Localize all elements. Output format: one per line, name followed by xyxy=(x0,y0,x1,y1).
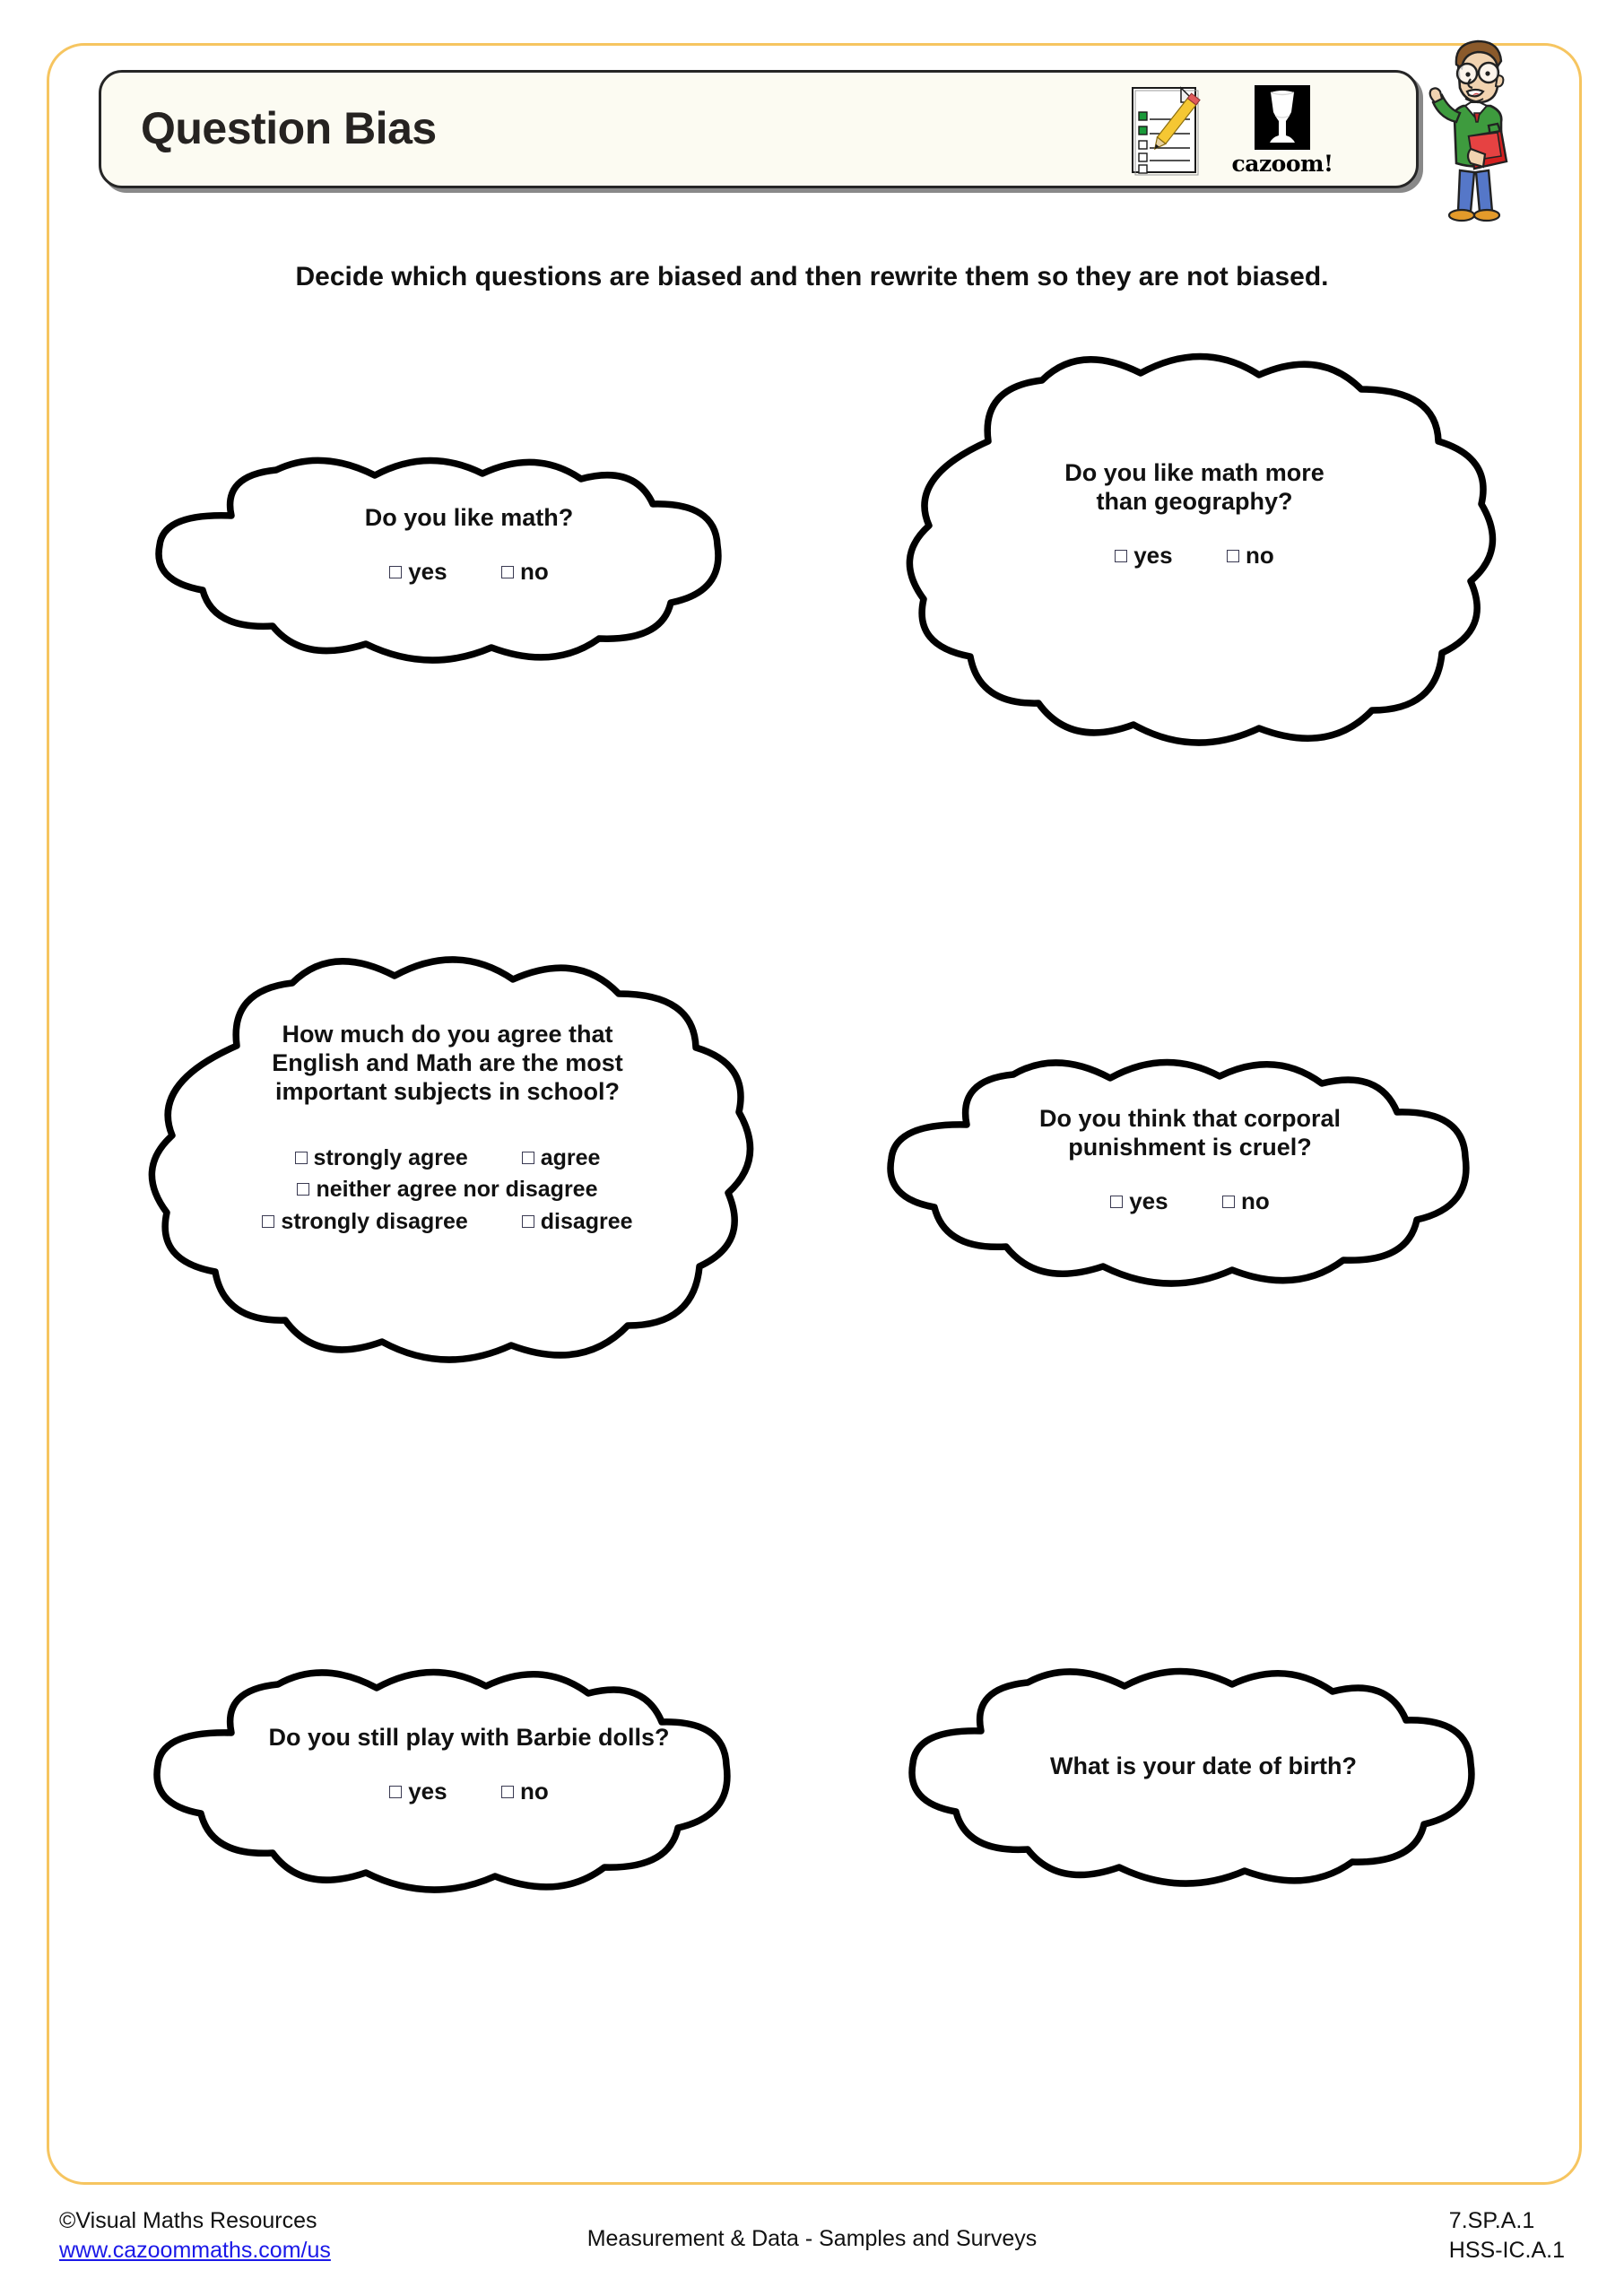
options-3 xyxy=(93,1143,802,1239)
option-yes-5[interactable]: yes xyxy=(389,1778,447,1805)
options-2 xyxy=(854,542,1535,570)
checkbox-icon[interactable] xyxy=(522,1215,534,1228)
checkbox-icon[interactable] xyxy=(1115,550,1127,562)
cazoom-logo xyxy=(1231,85,1333,178)
checkbox-icon[interactable] xyxy=(1227,550,1239,562)
option-no-5[interactable]: no xyxy=(501,1778,549,1805)
question-cloud-2 xyxy=(854,334,1535,762)
question-line: important subjects in school? xyxy=(274,1077,621,1105)
question-cloud-1 xyxy=(97,439,841,682)
question-text-4 xyxy=(836,1105,1544,1162)
checkbox-icon[interactable] xyxy=(295,1152,308,1164)
option-yes-1[interactable]: yes xyxy=(389,558,447,586)
question-cloud-6 xyxy=(854,1652,1553,1903)
topic-label: Measurement & Data - Samples and Surveys xyxy=(586,2226,1038,2251)
question-text-1: Do you like math? xyxy=(364,504,574,531)
option-disagree[interactable]: disagree xyxy=(522,1206,633,1239)
question-line: Do you like math more xyxy=(1064,459,1324,486)
option-neither[interactable]: neither agree nor disagree xyxy=(297,1174,597,1206)
question-text-2 xyxy=(854,459,1535,517)
likert-row-1 xyxy=(93,1143,802,1175)
option-strongly-agree[interactable]: strongly agree xyxy=(295,1143,468,1175)
page-title: Question Bias xyxy=(141,102,437,153)
standard-code-1: 7.SP.A.1 xyxy=(1448,2208,1535,2233)
teacher-mascot-icon xyxy=(1408,36,1542,229)
options-1 xyxy=(97,558,841,586)
option-no-1[interactable]: no xyxy=(501,558,549,586)
cazoom-cup-icon xyxy=(1255,85,1310,150)
checkbox-icon[interactable] xyxy=(501,1786,514,1798)
question-text-5: Do you still play with Barbie dolls? xyxy=(268,1724,670,1751)
option-no-2[interactable]: no xyxy=(1227,542,1274,570)
question-line: How much do you agree that xyxy=(282,1021,613,1048)
title-banner xyxy=(99,70,1419,188)
checkbox-icon[interactable] xyxy=(501,566,514,578)
checkbox-icon[interactable] xyxy=(297,1183,309,1196)
option-agree[interactable]: agree xyxy=(522,1143,601,1175)
checkbox-icon[interactable] xyxy=(522,1152,534,1164)
options-4 xyxy=(836,1187,1544,1215)
likert-row-2 xyxy=(93,1174,802,1206)
instruction-text: Decide which questions are biased and then rewrite them so they are not biased. xyxy=(295,262,1329,291)
option-yes-2[interactable]: yes xyxy=(1115,542,1172,570)
question-line: English and Math are the most xyxy=(272,1048,623,1076)
copyright-text: ©Visual Maths Resources xyxy=(59,2208,317,2233)
page-footer xyxy=(0,2206,1624,2296)
checkbox-icon[interactable] xyxy=(1222,1196,1235,1208)
option-yes-4[interactable]: yes xyxy=(1110,1187,1168,1215)
question-cloud-4 xyxy=(836,1040,1544,1327)
option-no-4[interactable]: no xyxy=(1222,1187,1270,1215)
checkbox-icon[interactable] xyxy=(389,1786,402,1798)
checklist-pencil-icon xyxy=(1129,85,1204,178)
question-line: Do you think that corporal xyxy=(1038,1105,1341,1132)
website-link[interactable]: www.cazoommaths.com/us xyxy=(59,2238,331,2263)
question-text-3 xyxy=(93,1021,802,1107)
standard-code-2: HSS-IC.A.1 xyxy=(1448,2238,1565,2263)
question-cloud-5 xyxy=(97,1650,841,1910)
checkbox-icon[interactable] xyxy=(389,566,402,578)
question-line: than geography? xyxy=(1096,487,1293,515)
checkbox-icon[interactable] xyxy=(1110,1196,1123,1208)
question-line: punishment is cruel? xyxy=(1068,1133,1312,1161)
options-5 xyxy=(97,1778,841,1805)
question-text-6: What is your date of birth? xyxy=(1050,1752,1357,1779)
option-strongly-disagree[interactable]: strongly disagree xyxy=(262,1206,467,1239)
standards-block xyxy=(1449,2206,1565,2266)
likert-row-3 xyxy=(93,1206,802,1239)
checkbox-icon[interactable] xyxy=(262,1215,274,1228)
question-cloud-3 xyxy=(93,931,802,1379)
cazoom-wordmark: cazoom! xyxy=(1231,151,1333,177)
